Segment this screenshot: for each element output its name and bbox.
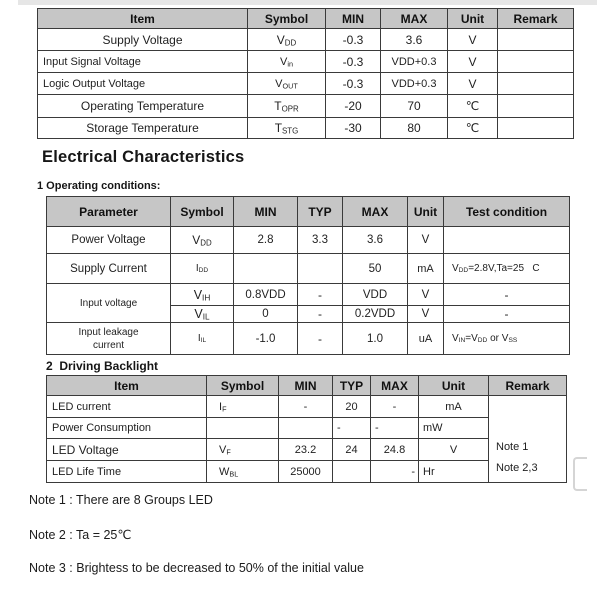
cell-symbol: $V_{DD}$ xyxy=(171,227,234,254)
cell-symbol: $V_{IL}$ xyxy=(171,306,234,323)
cell-unit: V xyxy=(448,29,498,51)
table-row xyxy=(38,118,574,139)
cell-unit: mA xyxy=(419,396,489,418)
cell-min: 25000 xyxy=(279,461,333,483)
cell-remark xyxy=(498,29,574,51)
table-row xyxy=(47,227,570,254)
col-header-parameter: Parameter xyxy=(47,197,171,227)
cell-symbol: $V_F$ xyxy=(207,439,279,461)
table-row xyxy=(38,95,574,118)
cell-symbol: $T_{OPR}$ xyxy=(248,95,326,118)
cell-symbol: $W_{BL}$ xyxy=(207,461,279,483)
cell-max: 3.6 xyxy=(343,227,408,254)
col-header-max: MAX xyxy=(343,197,408,227)
cell-item: Operating Temperature xyxy=(38,95,248,118)
cell-max: - xyxy=(371,396,419,418)
cell-min: 23.2 xyxy=(279,439,333,461)
cell-item: Storage Temperature xyxy=(38,118,248,139)
cell-min: -0.3 xyxy=(326,73,381,95)
abs-max-ratings-table xyxy=(37,8,574,139)
cell-min: -0.3 xyxy=(326,51,381,73)
section-label-operating-conditions: 1 Operating conditions: xyxy=(37,180,161,192)
table-row xyxy=(47,323,570,355)
cell-min: 0.8VDD xyxy=(234,284,298,306)
remark-line: Note 1 xyxy=(496,441,529,453)
cell-max: 80 xyxy=(381,118,448,139)
cell-typ: 24 xyxy=(333,439,371,461)
cell-unit: mA xyxy=(408,254,444,284)
cell-unit: ℃ xyxy=(448,118,498,139)
col-header-remark: Remark xyxy=(498,9,574,29)
cell-min xyxy=(234,254,298,284)
cell-item: Logic Output Voltage xyxy=(38,73,248,95)
cell-item: LED current xyxy=(47,396,207,418)
col-header-unit: Unit xyxy=(448,9,498,29)
cell-remark xyxy=(498,118,574,139)
cell-unit: V xyxy=(408,227,444,254)
col-header-item: Item xyxy=(38,9,248,29)
cell-unit: V xyxy=(448,73,498,95)
cell-item: LED Life Time xyxy=(47,461,207,483)
col-header-symbol: Symbol xyxy=(207,376,279,396)
cell-min: -30 xyxy=(326,118,381,139)
col-header-min: MIN xyxy=(234,197,298,227)
cell-typ: 20 xyxy=(333,396,371,418)
cell-remark xyxy=(498,51,574,73)
col-header-min: MIN xyxy=(326,9,381,29)
cell-typ xyxy=(298,254,343,284)
cell-test-condition: - xyxy=(444,306,570,323)
table-header-row xyxy=(47,376,567,396)
cell-min: 2.8 xyxy=(234,227,298,254)
cell-symbol: $V_{in}$ xyxy=(248,51,326,73)
remark-line: Note 2,3 xyxy=(496,462,538,474)
cell-max: 24.8 xyxy=(371,439,419,461)
cell-parameter: Supply Current xyxy=(47,254,171,284)
cell-unit: V xyxy=(408,284,444,306)
cell-max: 3.6 xyxy=(381,29,448,51)
table-row xyxy=(47,284,570,306)
cell-remark xyxy=(498,95,574,118)
table-row xyxy=(38,51,574,73)
note-1: Note 1 : There are 8 Groups LED xyxy=(29,493,213,507)
cell-test-condition xyxy=(444,227,570,254)
table-header-row xyxy=(47,197,570,227)
cell-typ: - xyxy=(298,323,343,355)
cell-typ: - xyxy=(298,284,343,306)
cell-typ xyxy=(333,461,371,483)
cell-min: -1.0 xyxy=(234,323,298,355)
cell-item: LED Voltage xyxy=(47,439,207,461)
cell-max: - xyxy=(371,461,419,483)
cell-test-condition: - xyxy=(444,284,570,306)
cell-min: - xyxy=(279,396,333,418)
col-header-max: MAX xyxy=(381,9,448,29)
cell-min: 0 xyxy=(234,306,298,323)
cell-typ: 3.3 xyxy=(298,227,343,254)
cell-unit: Hr xyxy=(419,461,489,483)
col-header-symbol: Symbol xyxy=(248,9,326,29)
cell-test-condition: $V_{IN}=V_{DD}$ or $V_{SS}$ xyxy=(444,323,570,355)
cell-max: VDD+0.3 xyxy=(381,73,448,95)
cell-symbol: $I_F$ xyxy=(207,396,279,418)
note-2: Note 2 : Ta = 25℃ xyxy=(29,528,132,542)
cell-max: - xyxy=(371,418,419,439)
cell-max: VDD xyxy=(343,284,408,306)
cell-symbol: $I_{DD}$ xyxy=(171,254,234,284)
col-header-symbol: Symbol xyxy=(171,197,234,227)
cell-unit: V xyxy=(448,51,498,73)
note-3: Note 3 : Brightess to be decreased to 50% of the initial value xyxy=(29,561,364,575)
cell-remark xyxy=(498,73,574,95)
cell-item: Supply Voltage xyxy=(38,29,248,51)
col-header-item: Item xyxy=(47,376,207,396)
section-label-driving-backlight: 2 Driving Backlight xyxy=(46,359,159,373)
cell-min: -20 xyxy=(326,95,381,118)
page-title: Electrical Characteristics xyxy=(42,148,245,166)
cell-unit: ℃ xyxy=(448,95,498,118)
cell-min xyxy=(279,418,333,439)
col-header-min: MIN xyxy=(279,376,333,396)
cell-max: 1.0 xyxy=(343,323,408,355)
col-header-remark: Remark xyxy=(489,376,567,396)
table-header-row xyxy=(38,9,574,29)
scan-artifact-bracket xyxy=(573,457,587,491)
cell-max: 70 xyxy=(381,95,448,118)
cell-remark-merged xyxy=(489,396,567,483)
cell-unit: V xyxy=(408,306,444,323)
cell-parameter: Input leakage current xyxy=(47,323,171,355)
cell-test-condition: $V_{DD}=2.8V,Ta=25$ C xyxy=(444,254,570,284)
cell-item: Input Signal Voltage xyxy=(38,51,248,73)
cell-max: 0.2VDD xyxy=(343,306,408,323)
col-header-unit: Unit xyxy=(419,376,489,396)
col-header-typ: TYP xyxy=(298,197,343,227)
cell-min: -0.3 xyxy=(326,29,381,51)
cell-max: 50 xyxy=(343,254,408,284)
table-row xyxy=(38,73,574,95)
scan-artifact-top-strip xyxy=(18,0,597,5)
cell-parameter: Power Voltage xyxy=(47,227,171,254)
col-header-test-condition: Test condition xyxy=(444,197,570,227)
table-row xyxy=(47,396,567,418)
table-row xyxy=(38,29,574,51)
cell-symbol: $V_{DD}$ xyxy=(248,29,326,51)
cell-symbol: $T_{STG}$ xyxy=(248,118,326,139)
cell-symbol: $V_{OUT}$ xyxy=(248,73,326,95)
cell-symbol: $V_{IH}$ xyxy=(171,284,234,306)
cell-symbol xyxy=(207,418,279,439)
col-header-typ: TYP xyxy=(333,376,371,396)
cell-parameter: Input voltage xyxy=(47,284,171,323)
col-header-max: MAX xyxy=(371,376,419,396)
cell-item: Power Consumption xyxy=(47,418,207,439)
operating-conditions-table xyxy=(46,196,570,355)
cell-max: VDD+0.3 xyxy=(381,51,448,73)
cell-typ: - xyxy=(333,418,371,439)
driving-backlight-table xyxy=(46,375,567,483)
cell-typ: - xyxy=(298,306,343,323)
cell-unit: mW xyxy=(419,418,489,439)
cell-unit: V xyxy=(419,439,489,461)
cell-symbol: $I_{IL}$ xyxy=(171,323,234,355)
cell-unit: uA xyxy=(408,323,444,355)
col-header-unit: Unit xyxy=(408,197,444,227)
table-row xyxy=(47,254,570,284)
